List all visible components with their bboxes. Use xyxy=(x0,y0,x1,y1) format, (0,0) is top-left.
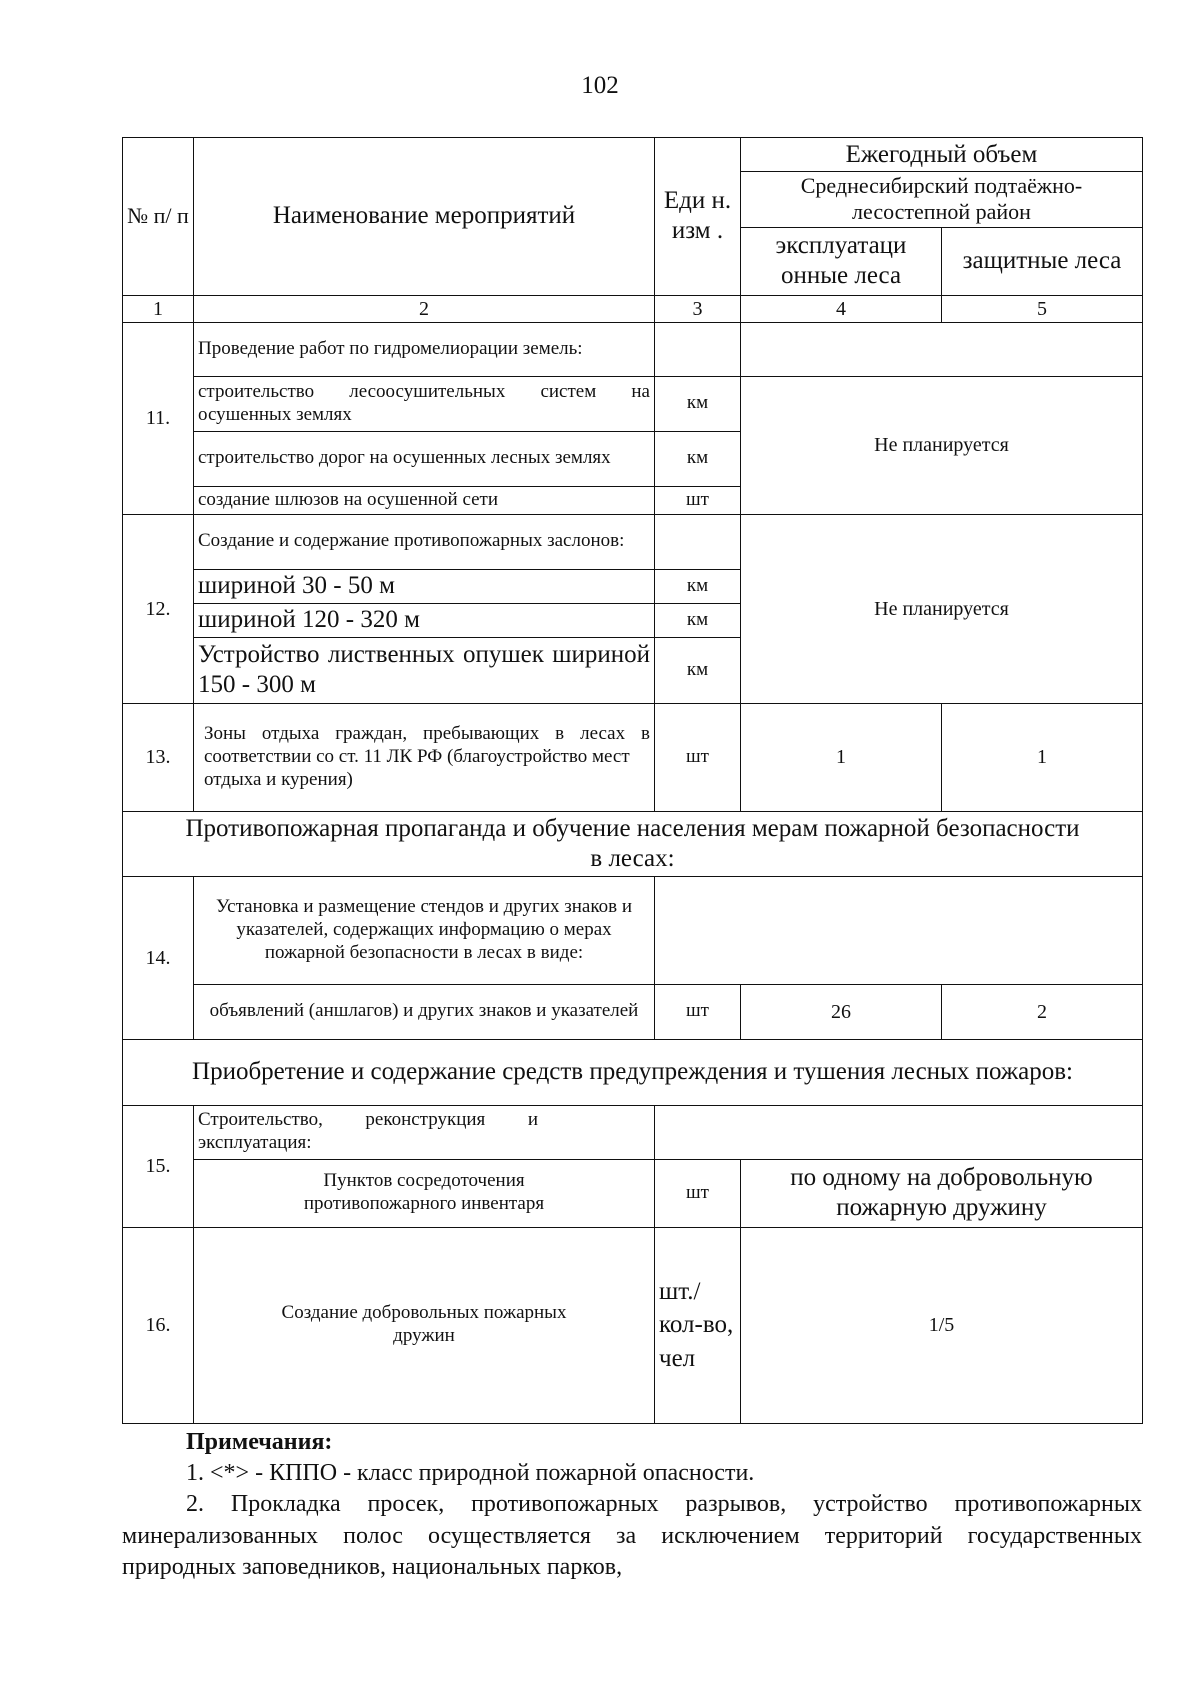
row14-unit: шт xyxy=(655,984,741,1039)
row14-num: 14. xyxy=(123,876,194,1039)
row11-title-unit xyxy=(655,322,741,376)
row11-item-1-unit: км xyxy=(655,376,741,431)
row14-val5: 2 xyxy=(942,984,1143,1039)
row14-title-value xyxy=(655,876,1143,984)
header-annual-volume: Ежегодный объем xyxy=(741,138,1143,172)
col-number-3: 3 xyxy=(655,295,741,322)
note-2: 2. Прокладка просек, противопожарных разрывов, устройство противопожарных минерализованных полос осуществляется за исключением территорий государственных природных заповедников, национальных парков, xyxy=(122,1491,1142,1580)
row15-item: Пунктов сосредоточения противопожарного инвентаря xyxy=(194,1159,655,1227)
row12-item-1: шириной 30 - 50 м xyxy=(194,569,655,603)
row14-item: объявлений (аншлагов) и других знаков и указателей xyxy=(194,984,655,1039)
header-num: № п/ п xyxy=(123,138,194,296)
row11-item-1: строительство лесоосушительных систем на осушенных землях xyxy=(194,376,655,431)
page-number: 102 xyxy=(581,72,619,99)
row15-title-text: Строительство, реконструкция и эксплуатация: xyxy=(198,1109,538,1154)
col-number-2: 2 xyxy=(194,295,655,322)
row13-val5: 1 xyxy=(942,703,1143,811)
row11-item-3-unit: шт xyxy=(655,486,741,514)
row11-item-2: строительство дорог на осушенных лесных землях xyxy=(194,431,655,486)
row15-title xyxy=(194,1105,655,1159)
row14-val4: 26 xyxy=(741,984,942,1039)
col-number-4: 4 xyxy=(741,295,942,322)
row12-title: Создание и содержание противопожарных заслонов: xyxy=(194,514,655,569)
row15-num: 15. xyxy=(123,1105,194,1227)
col-number-5: 5 xyxy=(942,295,1143,322)
row13-name-line-2: отдыха и курения) xyxy=(204,768,353,790)
row16-unit: шт./ кол-во, чел xyxy=(655,1227,741,1423)
row15-unit: шт xyxy=(655,1159,741,1227)
row16-name: Создание добровольных пожарных дружин xyxy=(194,1227,655,1423)
row11-num: 11. xyxy=(123,322,194,514)
row11-title: Проведение работ по гидромелиорации земель: xyxy=(194,322,655,376)
row12-num: 12. xyxy=(123,514,194,703)
notes-title: Примечания: xyxy=(186,1429,333,1455)
header-region: Среднесибирский подтаёжно-лесостепной район xyxy=(741,172,1143,228)
header-col5: защитные леса xyxy=(942,227,1143,295)
header-unit: Еди н. изм . xyxy=(655,138,741,296)
header-col4: эксплуатаци онные леса xyxy=(741,227,942,295)
note-1: 1. <*> - КППО - класс природной пожарной опасности. xyxy=(186,1460,755,1487)
header-name: Наименование мероприятий xyxy=(194,138,655,296)
row11-item-2-unit: км xyxy=(655,431,741,486)
row13-name xyxy=(194,703,655,811)
row11-item-3: создание шлюзов на осушенной сети xyxy=(194,486,655,514)
section-fire-propaganda: Противопожарная пропаганда и обучение населения мерам пожарной безопасности в лесах: xyxy=(123,811,1143,876)
row11-title-value xyxy=(741,322,1143,376)
row11-value: Не планируется xyxy=(741,376,1143,514)
row12-item-2-unit: км xyxy=(655,603,741,637)
row12-item-1-unit: км xyxy=(655,569,741,603)
row13-num: 13. xyxy=(123,703,194,811)
row13-val4: 1 xyxy=(741,703,942,811)
row15-value: по одному на добровольную пожарную дружину xyxy=(741,1159,1143,1227)
row16-value: 1/5 xyxy=(741,1227,1143,1423)
row12-item-3-unit: км xyxy=(655,637,741,703)
notes xyxy=(122,1427,1142,1583)
row14-title: Установка и размещение стендов и других знаков и указателей, содержащих информацию о мерах пожарной безопасности в лесах в виде: xyxy=(194,876,655,984)
col-number-1: 1 xyxy=(123,295,194,322)
row12-item-3: Устройство лиственных опушек шириной 150 - 300 м xyxy=(194,637,655,703)
section-fire-equipment: Приобретение и содержание средств предупреждения и тушения лесных пожаров: xyxy=(123,1039,1143,1105)
row12-item-2: шириной 120 - 320 м xyxy=(194,603,655,637)
row12-value: Не планируется xyxy=(741,514,1143,703)
row13-name-line-1: Зоны отдыха граждан, пребывающих в лесах в соответствии со ст. 11 ЛК РФ (благоустройство мест xyxy=(204,723,650,767)
row16-num: 16. xyxy=(123,1227,194,1423)
fire-safety-table xyxy=(122,137,1143,1424)
row12-title-unit xyxy=(655,514,741,569)
row15-title-value xyxy=(655,1105,1143,1159)
row13-unit: шт xyxy=(655,703,741,811)
